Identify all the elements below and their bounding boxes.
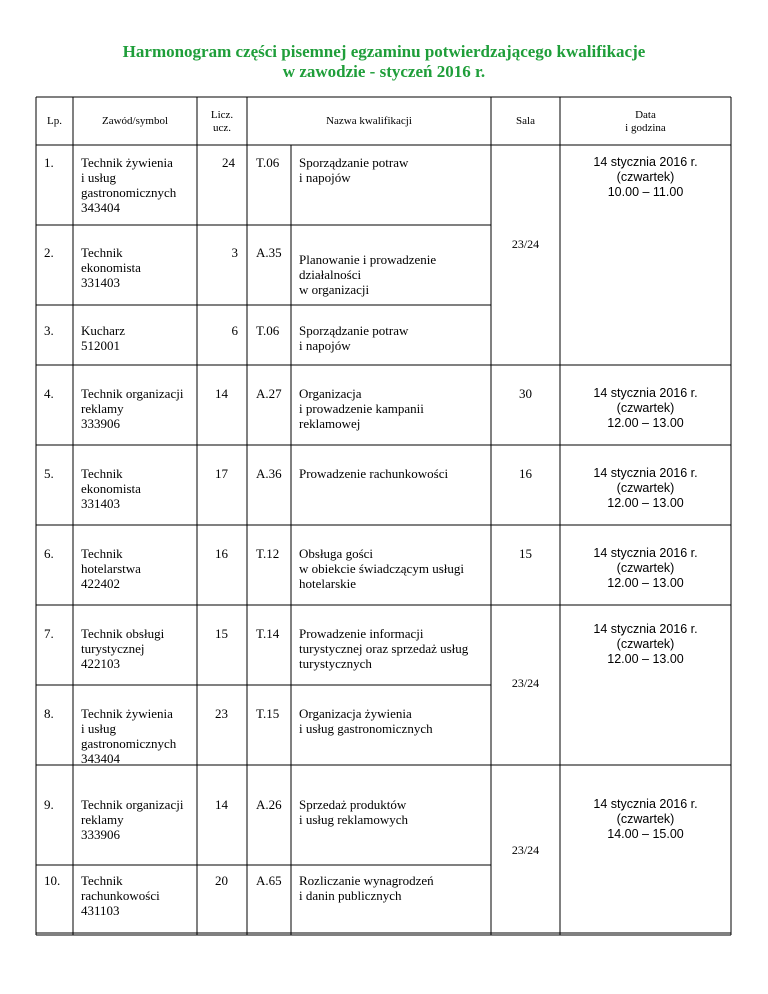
date-row-4: 14 stycznia 2016 r. (czwartek) 12.00 – 13.00 — [593, 386, 698, 430]
row-4-licz: 14 — [215, 386, 228, 401]
row-6-nazwa: Obsługa gości w obiekcie świadczącym usługi hotelarskie — [299, 546, 464, 591]
row-10-lp: 10. — [44, 873, 61, 888]
row-8-kod: T.15 — [256, 706, 280, 721]
row-6-licz: 16 — [215, 546, 228, 561]
row-9-kod: A.26 — [256, 797, 282, 812]
date-row-6: 14 stycznia 2016 r. (czwartek) 12.00 – 13.00 — [593, 546, 698, 590]
row-5-licz: 17 — [215, 466, 228, 481]
row-2-kod: A.35 — [256, 245, 282, 260]
row-3-kod: T.06 — [256, 323, 280, 338]
row-8-zawod: Technik żywienia i usług gastronomicznych 343404 — [81, 706, 177, 766]
row-3-zawod: Kucharz 512001 — [81, 323, 126, 353]
sala-row-6: 15 — [519, 546, 532, 561]
row-6-kod: T.12 — [256, 546, 280, 561]
row-9-licz: 14 — [215, 797, 228, 812]
row-1-nazwa: Sporządzanie potraw i napojów — [299, 155, 409, 185]
row-2-licz: 3 — [231, 245, 238, 260]
row-3-licz: 6 — [231, 323, 238, 338]
row-1-zawod: Technik żywienia i usług gastronomicznych 343404 — [81, 155, 177, 215]
row-9-nazwa: Sprzedaż produktów i usług reklamowych — [299, 797, 409, 827]
header-zawod: Zawód/symbol — [102, 115, 168, 127]
row-5-kod: A.36 — [256, 466, 282, 481]
row-10-kod: A.65 — [256, 873, 282, 888]
sala-row-5: 16 — [519, 466, 532, 481]
row-8-licz: 23 — [215, 706, 228, 721]
row-5-lp: 5. — [44, 466, 54, 481]
row-7-licz: 15 — [215, 626, 228, 641]
row-4-lp: 4. — [44, 386, 54, 401]
row-7-kod: T.14 — [256, 626, 280, 641]
header-sala: Sala — [516, 115, 535, 127]
row-4-nazwa: Organizacja i prowadzenie kampanii reklamowej — [299, 386, 424, 431]
row-9-lp: 9. — [44, 797, 54, 812]
header-data: Data i godzina — [625, 109, 666, 134]
sala-group-3: 23/24 — [511, 843, 540, 857]
row-7-zawod: Technik obsługi turystycznej 422103 — [81, 626, 165, 671]
row-9-zawod: Technik organizacji reklamy 333906 — [81, 797, 184, 842]
row-3-nazwa: Sporządzanie potraw i napojów — [299, 323, 409, 353]
row-10-nazwa: Rozliczanie wynagrodzeń i danin publicznych — [299, 873, 434, 903]
row-3-lp: 3. — [44, 323, 54, 338]
row-10-zawod: Technik rachunkowości 431103 — [81, 873, 160, 918]
page-title: Harmonogram części pisemnej egzaminu potwierdzającego kwalifikacje — [122, 42, 646, 61]
date-group-1: 14 stycznia 2016 r. (czwartek) 10.00 – 11.00 — [593, 155, 698, 199]
row-8-nazwa: Organizacja żywienia i usług gastronomicznych — [299, 706, 433, 736]
row-6-zawod: Technik hotelarstwa 422402 — [81, 546, 141, 591]
row-4-zawod: Technik organizacji reklamy 333906 — [81, 386, 184, 431]
row-4-kod: A.27 — [256, 386, 282, 401]
sala-group-2: 23/24 — [511, 676, 540, 690]
row-2-zawod: Technik ekonomista 331403 — [81, 245, 141, 290]
row-2-lp: 2. — [44, 245, 54, 260]
date-group-2: 14 stycznia 2016 r. (czwartek) 12.00 – 13.00 — [593, 622, 698, 666]
row-2-nazwa: Planowanie i prowadzenie działalności w organizacji — [299, 252, 437, 297]
row-10-licz: 20 — [215, 873, 228, 888]
row-8-lp: 8. — [44, 706, 54, 721]
row-7-nazwa: Prowadzenie informacji turystycznej oraz sprzedaż usług turystycznych — [299, 626, 469, 671]
row-7-lp: 7. — [44, 626, 54, 641]
sala-group-1: 23/24 — [511, 237, 540, 251]
row-6-lp: 6. — [44, 546, 54, 561]
row-1-kod: T.06 — [256, 155, 280, 170]
date-row-5: 14 stycznia 2016 r. (czwartek) 12.00 – 13.00 — [593, 466, 698, 510]
header-licz: Licz. ucz. — [210, 109, 234, 134]
date-group-3: 14 stycznia 2016 r. (czwartek) 14.00 – 15.00 — [593, 797, 698, 841]
header-nazwa: Nazwa kwalifikacji — [326, 115, 412, 127]
row-5-nazwa: Prowadzenie rachunkowości — [299, 466, 449, 481]
row-1-lp: 1. — [44, 155, 54, 170]
row-1-licz: 24 — [222, 155, 235, 170]
header-lp: Lp. — [47, 115, 62, 127]
row-5-zawod: Technik ekonomista 331403 — [81, 466, 141, 511]
page-subtitle: w zawodzie - styczeń 2016 r. — [282, 62, 486, 81]
sala-row-4: 30 — [519, 386, 532, 401]
